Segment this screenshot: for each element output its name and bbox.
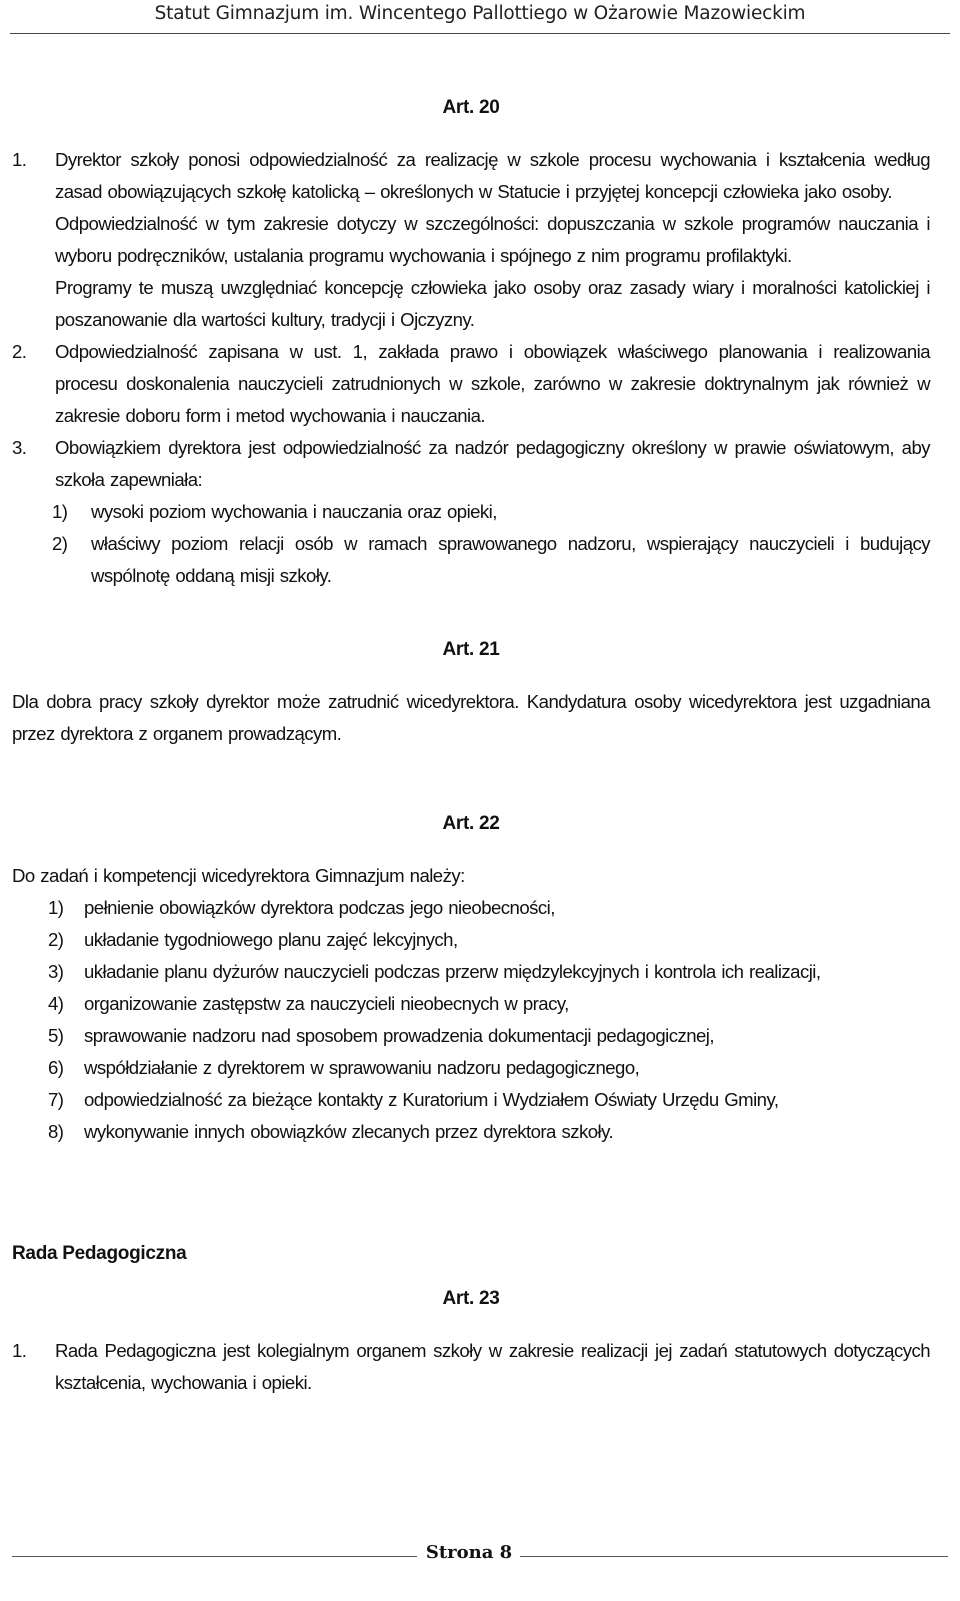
article-23-body xyxy=(12,1335,930,1399)
paragraph-text: Rada Pedagogiczna jest kolegialnym organem szkoły w zakresie realizacji jej zadań statutowych dotyczących kształcenia, wychowania i opieki. xyxy=(55,1340,930,1393)
list-item xyxy=(12,496,930,528)
paragraph-1-continuation: Odpowiedzialność w tym zakresie dotyczy w szczególności: dopuszczania w szkole programów nauczania i wyboru podręczników, ustalania programu wychowania i spójnego z nim programu profilaktyki. xyxy=(55,213,930,266)
page-number: Strona 8 xyxy=(425,1542,513,1563)
list-item-text: organizowanie zastępstw za nauczycieli nieobecnych w pracy, xyxy=(84,993,569,1014)
list-item xyxy=(12,1084,930,1116)
paragraph-1-continuation: Programy te muszą uwzględniać koncepcję człowieka jako osoby oraz zasady wiary i moralności katolickiej i poszanowanie dla wartości kultury, tradycji i Ojczyzny. xyxy=(55,277,930,330)
list-item xyxy=(12,1052,930,1084)
list-item-text: pełnienie obowiązków dyrektora podczas jego nieobecności, xyxy=(84,897,555,918)
list-item-number: 3) xyxy=(48,961,64,982)
list-item-number: 6) xyxy=(48,1057,64,1078)
running-header xyxy=(0,0,960,28)
paragraph-number: 3. xyxy=(12,437,27,458)
paragraph-1 xyxy=(12,144,930,208)
article-heading: Art. 22 xyxy=(442,813,500,834)
list-item-text: układanie tygodniowego planu zajęć lekcyjnych, xyxy=(84,929,458,950)
article-21-text: Dla dobra pracy szkoły dyrektor może zatrudnić wicedyrektora. Kandydatura osoby wicedyrektora jest uzgadniana przez dyrektora z organem prowadzącym. xyxy=(12,691,930,744)
list-item-number: 2) xyxy=(48,929,64,950)
list-item xyxy=(12,1020,930,1052)
paragraph-3 xyxy=(12,432,930,496)
section-title: Rada Pedagogiczna xyxy=(12,1243,187,1264)
paragraph-text: Odpowiedzialność zapisana w ust. 1, zakłada prawo i obowiązek właściwego planowania i realizowania procesu doskonalenia nauczycieli zatrudnionych w szkole, zarówno w zakresie doktrynalnym jak również w zakresie doboru form i metod wychowania i nauczania. xyxy=(55,341,930,426)
document-title: Statut Gimnazjum im. Wincentego Pallottiego w Ożarowie Mazowieckim xyxy=(154,3,806,24)
footer-rule-right xyxy=(520,1556,948,1557)
paragraph-text: Dyrektor szkoły ponosi odpowiedzialność za realizację w szkole procesu wychowania i kształcenia według zasad obowiązujących szkołę katolicką – określonych w Statucie i przyjętej koncepcji człowieka jako osoby. xyxy=(55,149,930,202)
article-20-body xyxy=(12,144,930,592)
article-heading: Art. 20 xyxy=(442,97,500,118)
list-item-text: wysoki poziom wychowania i nauczania oraz opieki, xyxy=(91,501,497,522)
article-22-body xyxy=(12,860,930,1148)
article-heading: Art. 23 xyxy=(442,1288,500,1309)
list-item-number: 5) xyxy=(48,1025,64,1046)
list-item-number: 1) xyxy=(52,501,68,522)
list-item-text: odpowiedzialność za bieżące kontakty z Kuratorium i Wydziałem Oświaty Urzędu Gminy, xyxy=(84,1089,779,1110)
paragraph-number: 2. xyxy=(12,341,27,362)
list-item-text: właściwy poziom relacji osób w ramach sprawowanego nadzoru, wspierający nauczycieli i budujący wspólnotę oddaną misji szkoły. xyxy=(91,533,930,586)
list-item-text: wykonywanie innych obowiązków zlecanych przez dyrektora szkoły. xyxy=(84,1121,614,1142)
list-item xyxy=(12,1116,930,1148)
header-rule xyxy=(10,33,950,34)
paragraph-2 xyxy=(12,336,930,432)
paragraph-number: 1. xyxy=(12,1340,27,1361)
footer-rule-left xyxy=(12,1556,417,1557)
list-item xyxy=(12,528,930,592)
list-item xyxy=(12,892,930,924)
list-item-text: układanie planu dyżurów nauczycieli podczas przerw międzylekcyjnych i kontrola ich realizacji, xyxy=(84,961,821,982)
paragraph-number: 1. xyxy=(12,149,27,170)
paragraph-1 xyxy=(12,1335,930,1399)
list-item-number: 1) xyxy=(48,897,64,918)
list-item-number: 4) xyxy=(48,993,64,1014)
page-footer xyxy=(0,1538,960,1568)
list-item-text: współdziałanie z dyrektorem w sprawowaniu nadzoru pedagogicznego, xyxy=(84,1057,640,1078)
list-item-number: 2) xyxy=(52,533,68,554)
list-item-number: 8) xyxy=(48,1121,64,1142)
page-content xyxy=(12,72,930,1399)
list-item-text: sprawowanie nadzoru nad sposobem prowadzenia dokumentacji pedagogicznej, xyxy=(84,1025,715,1046)
article-22-intro: Do zadań i kompetencji wicedyrektora Gimnazjum należy: xyxy=(12,865,465,886)
list-item xyxy=(12,988,930,1020)
paragraph-text: Obowiązkiem dyrektora jest odpowiedzialność za nadzór pedagogiczny określony w prawie oświatowym, aby szkoła zapewniała: xyxy=(55,437,930,490)
list-item xyxy=(12,956,930,988)
article-heading: Art. 21 xyxy=(442,639,500,660)
list-item xyxy=(12,924,930,956)
list-item-number: 7) xyxy=(48,1089,64,1110)
